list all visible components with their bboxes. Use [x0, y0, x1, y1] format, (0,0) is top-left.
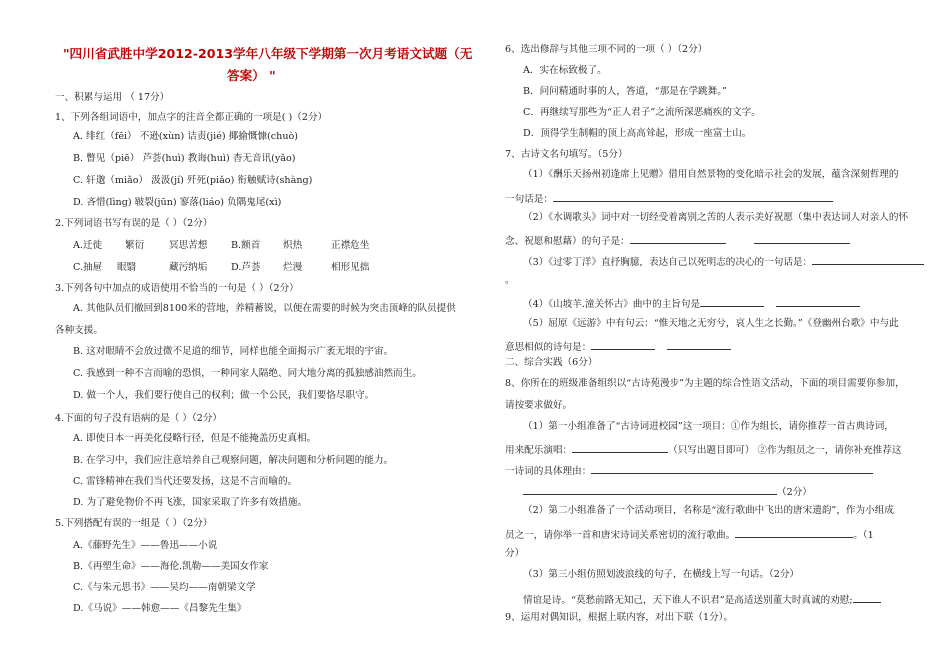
q8-stem: 8、你所在的班级准备组织以“古诗苑漫步”为主题的综合性语文活动，下面的项目需要你参加，	[505, 378, 905, 389]
q8-part1-score: （2分）	[777, 487, 812, 498]
q8-part3-answer-line[interactable]	[853, 592, 881, 603]
q8-part3-prompt: 情谊是诗。“莫愁前路无知己，天下谁人不识君”是高适送别董大时真诚的劝慰;	[523, 595, 853, 606]
q7-item1-label: 一句话是：	[505, 194, 553, 205]
q8-part1-line2	[505, 442, 901, 457]
q1-option-c: C. 轩邈（miǎo） 汲汲(jí) 歼死(piǎo) 衔触赋诗(shàng)	[73, 175, 313, 186]
q7-item2-label: 念、祝愿和慰藉）的句子是：	[505, 236, 630, 247]
q8-part1: （1）第一小组准备了“古诗词进校园”这一项目：①作为组长，请你推荐一首古典诗词，	[523, 421, 894, 432]
q1-option-a: A. 绯红（fēi） 不逊(xùn) 诘责(jié) 揶揄慨慷(chuò)	[73, 131, 299, 142]
q7-item1: （1）《酬乐天扬州初逢席上见赠》借用自然景物的变化暗示社会的发展，蕴含深刻哲理的	[523, 169, 899, 180]
q8-part2-score: 。（1	[853, 530, 874, 541]
q2-word: 冥思苦想	[169, 240, 208, 251]
q9-stem: 9、运用对偶知识，根据上联内容，对出下联（1分）。	[505, 612, 734, 623]
q2-stem: 2.下列词语书写有误的是（ ）（2分）	[55, 218, 213, 229]
q8-part1-line3	[505, 463, 873, 478]
q7-item3-label: （3）《过零丁洋》直抒胸臆，表达自己以死明志的决心的一句话是：	[523, 257, 813, 268]
q7-item5-answer-line-2[interactable]	[667, 339, 731, 350]
q6-option-a: A．实在标致极了。	[523, 65, 607, 76]
q2-word: D.芦荟	[231, 262, 261, 273]
q8-part1-reason-label: 一诗词的具体理由：	[505, 466, 592, 477]
q7-item3-cont: 。	[505, 275, 515, 286]
q5-option-a: A.《藤野先生》——鲁迅——小说	[73, 540, 218, 551]
q7-item5-answer-line-1[interactable]	[591, 339, 655, 350]
exam-title-line1: "四川省武胜中学2012-2013学年八年级下学期第一次月考语文试题（无	[63, 46, 473, 61]
q4-stem: 4.下面的句子没有语病的是（ ）（2分）	[55, 413, 223, 424]
q4-option-d: D. 为了避免物价不再飞涨，国家采取了许多有效措施。	[73, 497, 308, 508]
q8-part1-song-answer-line[interactable]	[572, 442, 668, 453]
q4-option-b: B. 在学习中，我们应注意培养自己观察问题，解决问题和分析问题的能力。	[73, 455, 394, 466]
q3-option-a-cont: 各种支援。	[55, 325, 103, 336]
q3-option-a: A. 其他队员们撤回到8100米的营地，养精蓄锐，以便在需要的时候为突击顶峰的队员提供	[73, 303, 456, 314]
q7-item5: （5）屈原《远游》中有句云：“惟天地之无穷兮，哀人生之长勤。”《登幽州台歌》中与此	[523, 318, 899, 329]
q8-part1-label: 用来配乐演唱：	[505, 445, 573, 456]
q2-word: B.额首	[231, 240, 261, 251]
q2-word: A.迁徙	[73, 240, 103, 251]
q7-item4-answer-line-1[interactable]	[700, 296, 764, 307]
q2-word: 烂漫	[283, 262, 303, 273]
q7-item4-label: （4）《山坡羊.潼关怀古》曲中的主旨句是	[523, 299, 701, 310]
q2-word: 繁衍	[125, 240, 145, 251]
q2-word: 眼翳	[117, 262, 137, 273]
q7-item1-cont	[505, 191, 833, 206]
section2-heading: 二、综合实践（6分）	[505, 357, 598, 368]
q3-option-b: B. 这对眼睛不会放过微不足道的细节，同样也能全面揭示广袤无垠的宇宙。	[73, 346, 394, 357]
q3-stem: 3.下列各句中加点的成语使用不恰当的一句是（ ）（2分）	[55, 283, 299, 294]
q3-option-c: C. 我感到一种不言而喻的恐惧，一种同家人隔绝、同大地分离的孤独感油然而生。	[73, 368, 422, 379]
q2-row1	[73, 240, 369, 252]
q8-stem-cont: 请按要求做好。	[505, 400, 573, 411]
q8-part1-reason-answer-line[interactable]	[591, 463, 873, 474]
q2-word: 炽热	[283, 240, 303, 251]
q7-item4-answer-line-2[interactable]	[776, 296, 860, 307]
q8-part1-middle: （只写出题目即可） ②作为组员之一，请你补充推荐这	[668, 445, 902, 456]
q8-part3-line2	[523, 592, 881, 607]
q5-stem: 5.下列搭配有误的一组是（ ）（2分）	[55, 518, 213, 529]
q7-item2-answer-line-2[interactable]	[754, 233, 850, 244]
q1-option-d: D. 吝惜(lìng) 皲裂(jūn) 寥落(liáo) 负隅鬼尾(xì)	[73, 197, 282, 208]
q7-item2-answer-line-1[interactable]	[630, 233, 726, 244]
q7-item2: （2）《水调歌头》词中对一切经受着离别之苦的人表示美好祝愿（集中表达词人对亲人的怀	[523, 212, 909, 223]
q6-option-c: C．再继续写那些为“正人君子”之流所深恶痛疾的文字。	[523, 107, 761, 118]
q5-option-b: B.《再塑生命》——海伦.凯勒——美国女作家	[73, 561, 269, 572]
q1-stem: 1、下列各组词语中，加点字的注音全都正确的一项是( )（2分）	[55, 112, 328, 123]
q8-part2-label: 员之一，请你举一首和唐宋诗词关系密切的流行歌曲。	[505, 530, 736, 541]
q7-item5-label: 意思相似的诗句是：	[505, 342, 592, 353]
q8-part1-reason-answer-line-2[interactable]	[523, 484, 777, 495]
q6-option-b: B．问问精通时事的人，答道，“那是在学跳舞。”	[523, 86, 727, 97]
q3-option-d: D. 做一个人，我们要行使自己的权利；做一个公民，我们要恪尽职守。	[73, 390, 375, 401]
q4-option-a: A. 即使日本一再美化侵略行径，但是不能掩盖历史真相。	[73, 433, 317, 444]
exam-title-line2: 答案） "	[227, 68, 276, 83]
q7-stem: 7、古诗文名句填写。（5分）	[505, 149, 628, 160]
q8-part1-line4	[523, 484, 812, 499]
q2-word: 相形见拙	[331, 262, 370, 273]
q7-item1-answer-line[interactable]	[553, 191, 833, 202]
q7-item2-cont	[505, 233, 850, 248]
q2-word: C.抽屉	[73, 262, 103, 273]
q7-item3-answer-line[interactable]	[812, 254, 924, 265]
q8-part2: （2）第二小组准备了一个活动项目，名称是“流行歌曲中飞出的唐宋遗韵”，作为小组成	[523, 505, 894, 516]
q1-option-b: B. 瞥见（piē） 芦荟(huì) 教诲(huì) 杳无音讯(yǎo)	[73, 153, 296, 164]
q8-part2-line2	[505, 527, 874, 542]
q6-stem: 6、选出修辞与其他三项不同的一项（ ）（2分）	[505, 44, 708, 55]
q7-item4	[523, 296, 860, 311]
q8-part2-answer-line[interactable]	[735, 527, 853, 538]
q8-part2-line3: 分）	[505, 548, 525, 559]
section1-heading: 一、积累与运用 （ 17分）	[55, 92, 170, 103]
q2-word: 正襟危坐	[331, 240, 370, 251]
q2-row2	[73, 262, 369, 274]
q7-item5-cont	[505, 339, 731, 354]
q5-option-c: C.《与朱元思书》——吴均——南朝梁文学	[73, 582, 256, 593]
q5-option-d: D.《马说》——韩愈——《昌黎先生集》	[73, 603, 247, 614]
q4-option-c: C. 雷锋精神在我们当代还要发扬，这是不言而喻的。	[73, 476, 298, 487]
q8-part3: （3）第三小组仿照划波浪线的句子，在横线上写一句话。（2分）	[523, 569, 800, 580]
q7-item3	[523, 254, 924, 269]
q6-option-d: D．顶得学生制帽的顶上高高耸起，形成一座富士山。	[523, 128, 752, 139]
q2-word: 藏污纳垢	[169, 262, 208, 273]
